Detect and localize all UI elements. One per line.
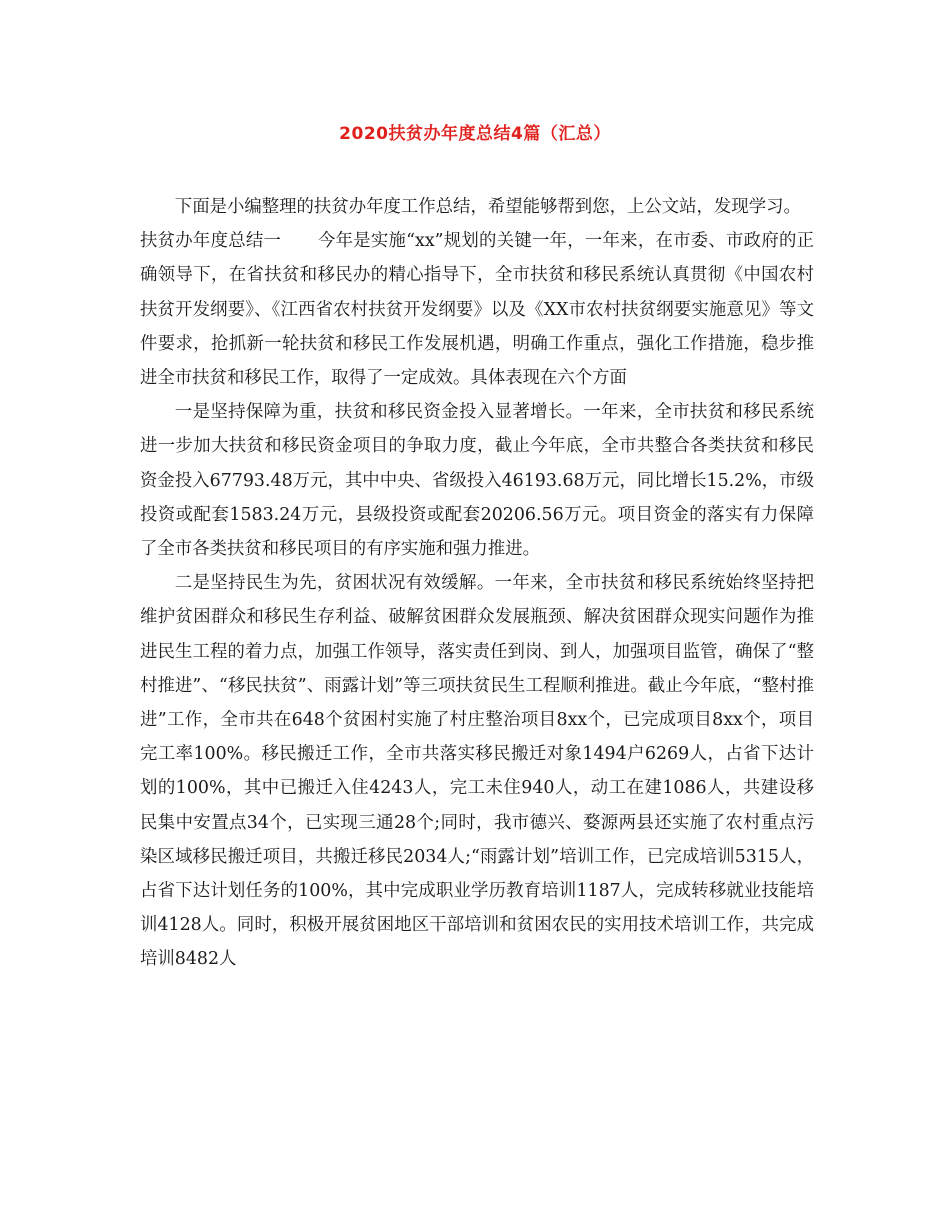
document-body bbox=[140, 190, 814, 977]
section-lead: 今年是实施“xx”规划的关键一年，一年来，在市委、市政府的正确领导下，在省扶贫和移民办的精心指导下，全市扶贫和移民系统认真贯彻《中国农村扶贫开发纲要》、《江西省农村扶贫开发纲要》以及《XX市农村扶贫纲要实施意见》等文件要求，抢抓新一轮扶贫和移民工作发展机遇，明确工作重点，强化工作措施，稳步推进全市扶贫和移民工作，取得了一定成效。具体表现在六个方面 bbox=[140, 231, 814, 389]
section-heading: 扶贫办年度总结一 bbox=[140, 231, 282, 252]
body-paragraph-1: 一是坚持保障为重，扶贫和移民资金投入显著增长。一年来，全市扶贫和移民系统进一步加大扶贫和移民资金项目的争取力度，截止今年底，全市共整合各类扶贫和移民资金投入67793.48万元，其中中央、省级投入46193.68万元，同比增长15.2%，市级投资或配套1583.24万元，县级投资或配套20206.56万元。项目资金的落实有力保障了全市各类扶贫和移民项目的有序实施和强力推进。 bbox=[140, 402, 814, 560]
body-paragraph-2: 二是坚持民生为先，贫困状况有效缓解。一年来，全市扶贫和移民系统始终坚持把维护贫困群众和移民生存利益、破解贫困群众发展瓶颈、解决贫困群众现实问题作为推进民生工程的着力点，加强工作领导，落实责任到岗、到人，加强项目监管，确保了“整村推进”、“移民扶贫”、雨露计划”等三项扶贫民生工程顺利推进。截止今年底，“整村推进”工作，全市共在648个贫困村实施了村庄整治项目8xx个，已完成项目8xx个，项目完工率100%。移民搬迁工作，全市共落实移民搬迁对象1494户6269人，占省下达计划的100%，其中已搬迁入住4243人，完工未住940人，动工在建1086人，共建设移民集中安置点34个，已实现三通28个;同时，我市德兴、婺源两县还实施了农村重点污染区域移民搬迁项目，共搬迁移民2034人;“雨露计划”培训工作，已完成培训5315人，占省下达计划任务的100%，其中完成职业学历教育培训1187人，完成转移就业技能培训4128人。同时，积极开展贫困地区干部培训和贫困农民的实用技术培训工作，共完成培训8482人 bbox=[140, 573, 814, 970]
intro-paragraph: 下面是小编整理的扶贫办年度工作总结，希望能够帮到您，上公文站，发现学习。 bbox=[174, 197, 801, 217]
section-one-paragraph bbox=[140, 224, 814, 395]
document-title: 2020扶贫办年度总结4篇（汇总） bbox=[339, 124, 611, 144]
